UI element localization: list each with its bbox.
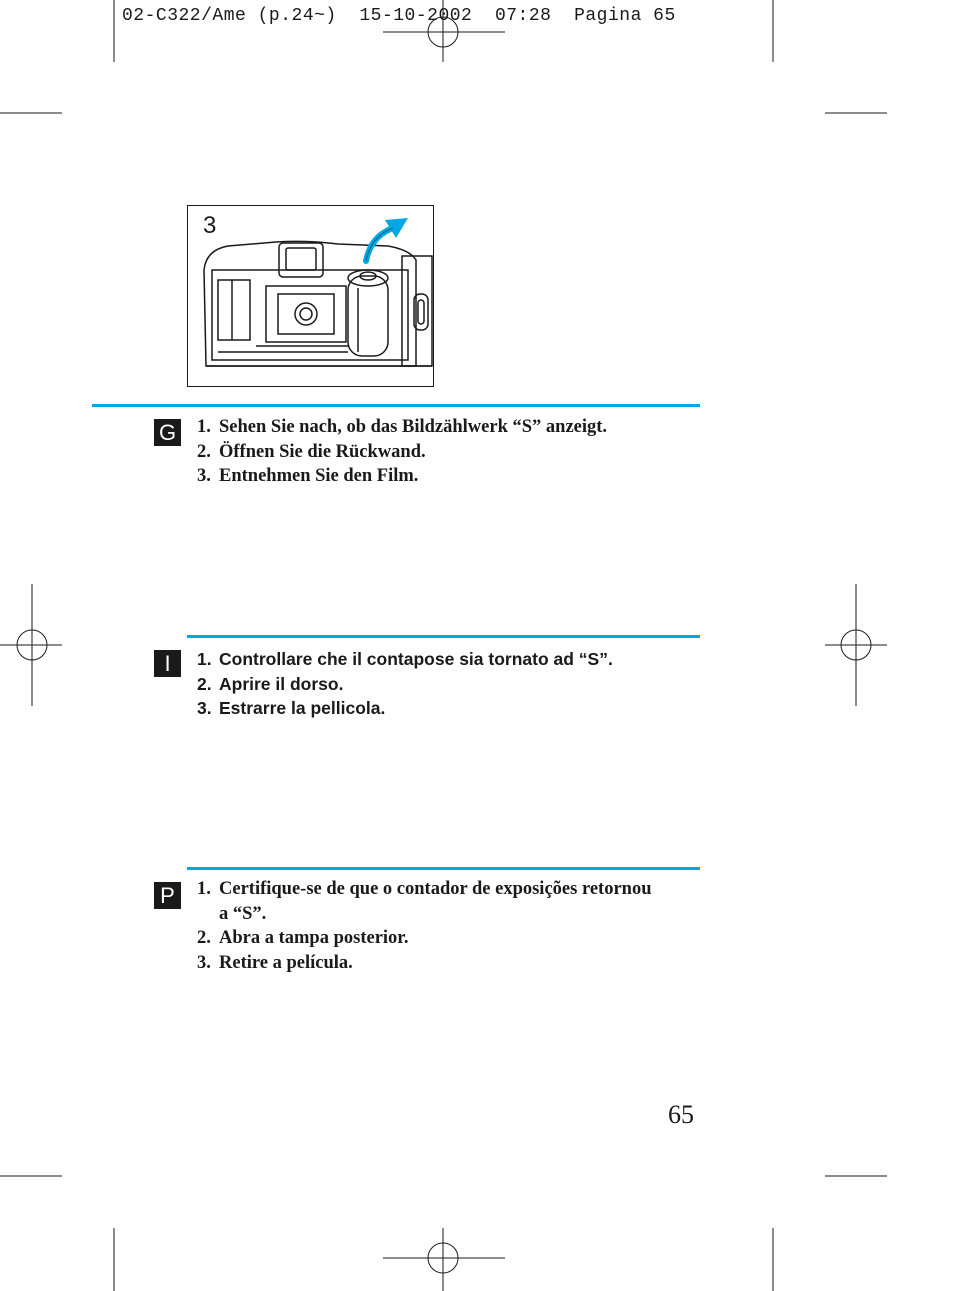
step-text: Aprire il dorso. — [219, 673, 344, 694]
list-item — [197, 440, 697, 465]
list-item — [197, 464, 697, 489]
step-number: 3. — [197, 952, 211, 973]
step-text: Controllare che il contapose sia tornato ad “S”. — [219, 649, 613, 669]
list-item — [197, 877, 657, 926]
language-badge-p: P — [154, 882, 181, 909]
steps-list-p — [197, 877, 657, 975]
steps-list-i — [197, 647, 697, 721]
figure-number: 3 — [203, 212, 217, 239]
step-text: Sehen Sie nach, ob das Bildzählwerk “S” anzeigt. — [219, 417, 608, 437]
list-item — [197, 951, 657, 976]
step-text: Entnehmen Sie den Film. — [219, 466, 419, 486]
registration-mark-right — [825, 584, 887, 706]
list-item — [197, 415, 697, 440]
step-text: Estrarre la pellicola. — [219, 698, 386, 718]
step-number: 1. — [197, 879, 211, 899]
list-item — [197, 926, 657, 951]
language-badge-i: I — [154, 650, 181, 677]
step-number: 1. — [197, 649, 212, 669]
steps-list-g — [197, 415, 697, 489]
step-text: Abra a tampa posterior. — [219, 928, 409, 948]
section-divider-p — [187, 867, 700, 870]
step-number: 3. — [197, 466, 211, 486]
registration-mark-bottom — [383, 1228, 505, 1291]
list-item — [197, 696, 697, 721]
step-number: 2. — [197, 441, 211, 462]
list-item — [197, 672, 697, 697]
camera-illustration — [187, 205, 434, 387]
section-divider-i — [187, 635, 700, 638]
print-slug: 02-C322/Ame (p.24~) 15-10-2002 07:28 Pagina 65 — [122, 6, 676, 26]
camera-drawing — [188, 206, 433, 386]
step-number: 2. — [197, 673, 212, 694]
step-text: Öffnen Sie die Rückwand. — [219, 441, 426, 462]
language-badge-g: G — [154, 419, 181, 446]
step-text: Retire a película. — [219, 952, 353, 973]
step-number: 2. — [197, 928, 211, 948]
list-item — [197, 647, 697, 672]
step-number: 3. — [197, 698, 212, 718]
step-number: 1. — [197, 417, 211, 437]
step-text: Certifique-se de que o contador de exposições retornou a “S”. — [219, 879, 652, 924]
registration-mark-left — [0, 584, 62, 706]
section-divider-g — [92, 404, 700, 407]
page-number: 65 — [668, 1100, 694, 1129]
curved-arrow-icon — [366, 218, 408, 261]
